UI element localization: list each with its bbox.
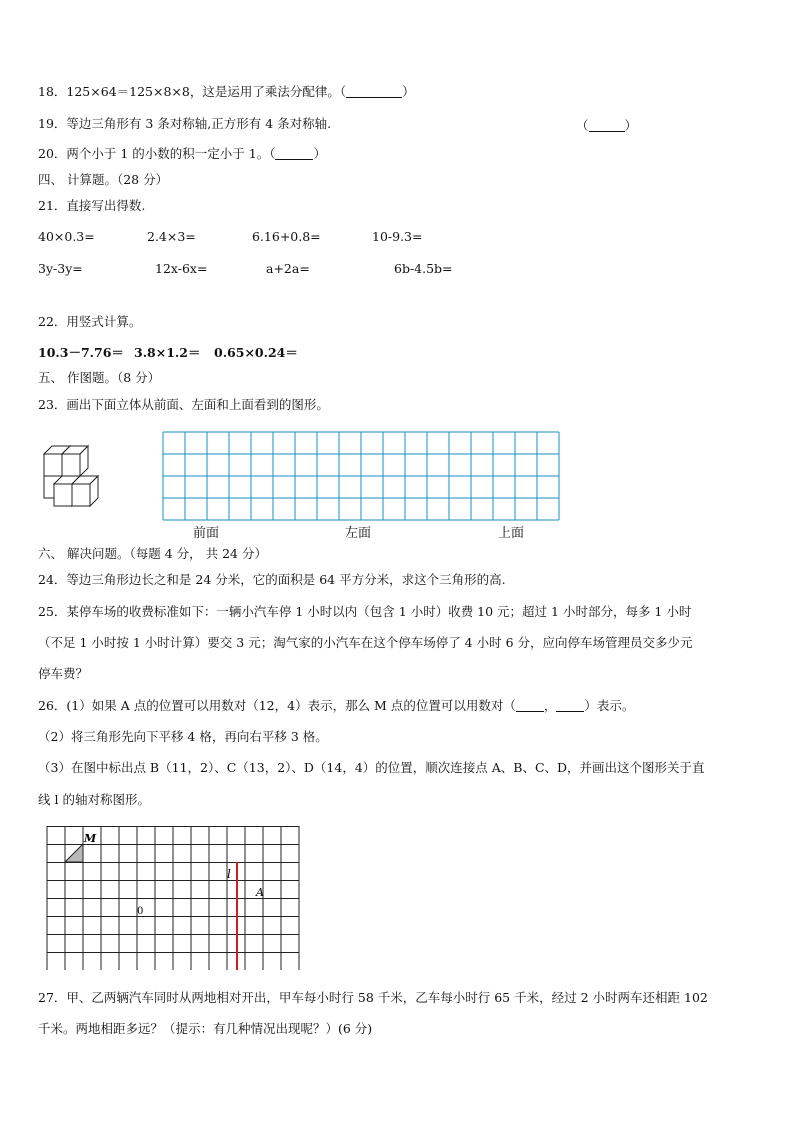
section-4-heading: 四、 计算题。（28 分） <box>38 172 169 187</box>
question-23-title: 23．画出下面立体从前面、左面和上面看到的图形。 <box>38 397 329 412</box>
vertical-calc-item: 0.65×0.24＝ <box>214 345 298 360</box>
question-26-text: 26．(1）如果 A 点的位置可以用数对（12，4）表示，那么 M 点的位置可以用数对（ <box>38 698 516 713</box>
point-label-a: A <box>256 886 264 899</box>
question-19-answer <box>576 116 637 134</box>
origin-label: 0 <box>137 906 144 917</box>
view-label-top: 上面 <box>498 526 525 541</box>
question-22-title: 22．用竖式计算。 <box>38 314 142 329</box>
paren-close: ） <box>402 84 415 99</box>
cube-figure <box>40 438 110 508</box>
question-18-text: 18．125×64＝125×8×8，这是运用了乘法分配律。（ <box>38 84 347 99</box>
paren-close: ） <box>624 118 638 133</box>
view-label-left: 左面 <box>345 526 372 541</box>
question-25-line: 25．某停车场的收费标准如下：一辆小汽车停 1 小时以内（包含 1 小时）收费 10 元；超过 1 小时部分，每多 1 小时 <box>38 604 692 619</box>
question-26-part2: （2）将三角形先向下平移 4 格，再向右平移 3 格。 <box>38 729 328 744</box>
answer-blank[interactable] <box>516 699 544 712</box>
question-20 <box>38 146 326 162</box>
answer-blank[interactable] <box>346 85 402 98</box>
question-26-part1 <box>38 698 634 714</box>
question-18 <box>38 84 415 100</box>
calc-item: 6.16+0.8= <box>252 229 321 244</box>
question-19-text: 19．等边三角形有 3 条对称轴,正方形有 4 条对称轴. <box>38 116 332 131</box>
answer-blank[interactable] <box>589 119 625 132</box>
calc-item: 6b-4.5b= <box>394 261 453 276</box>
question-21-title: 21．直接写出得数. <box>38 198 146 213</box>
calc-item: a+2a= <box>266 261 310 276</box>
section-5-heading: 五、 作图题。（8 分） <box>38 370 161 385</box>
question-20-text: 20．两个小于 1 的小数的积一定小于 1。（ <box>38 146 276 161</box>
vertical-calc-item: 3.8×1.2＝ <box>134 345 201 360</box>
calc-item: 40×0.3= <box>38 229 95 244</box>
paren-open: （ <box>576 118 589 133</box>
question-24: 24．等边三角形边长之和是 24 分米，它的面积是 64 平方分米，求这个三角形的高. <box>38 572 506 587</box>
answer-blank[interactable] <box>275 147 313 160</box>
point-label-m: M <box>84 832 97 845</box>
triangle-shape[interactable] <box>65 844 83 862</box>
view-label-front: 前面 <box>193 526 220 541</box>
question-26-text: ）表示。 <box>584 698 635 713</box>
calc-item: 10-9.3= <box>372 229 423 244</box>
question-27-line: 27．甲、乙两辆汽车同时从两地相对开出，甲车每小时行 58 千米，乙车每小时行 65 千米，经过 2 小时两车还相距 102 <box>38 990 708 1005</box>
calc-item: 3y-3y= <box>38 261 83 276</box>
question-25-line: （不足 1 小时按 1 小时计算）要交 3 元；淘气家的小汽车在这个停车场停了 4 小时 6 分，应向停车场管理员交多少元 <box>38 635 693 650</box>
drawing-grid[interactable] <box>162 431 560 523</box>
coordinate-grid[interactable] <box>44 826 308 970</box>
answer-blank[interactable] <box>556 699 584 712</box>
section-6-heading: 六、 解决问题。（每题 4 分， 共 24 分） <box>38 546 267 561</box>
question-27-line: 千米。两地相距多远？（提示：有几种情况出现呢？）(6 分) <box>38 1021 373 1036</box>
separator: ， <box>543 698 557 713</box>
calc-item: 2.4×3= <box>147 229 196 244</box>
calc-item: 12x-6x= <box>155 261 208 276</box>
question-26-part3: （3）在图中标出点 B（11，2）、C（13，2）、D（14，4）的位置，顺次连接点 A、B、C、D，并画出这个图形关于直 <box>38 760 705 775</box>
paren-close: ） <box>313 146 326 161</box>
question-26-part3-cont: 线 l 的轴对称图形。 <box>38 792 150 807</box>
vertical-calc-item: 10.3－7.76＝ <box>38 345 124 360</box>
axis-label-l: l <box>227 867 231 881</box>
question-19 <box>38 116 331 132</box>
question-25-line: 停车费？ <box>38 666 89 681</box>
